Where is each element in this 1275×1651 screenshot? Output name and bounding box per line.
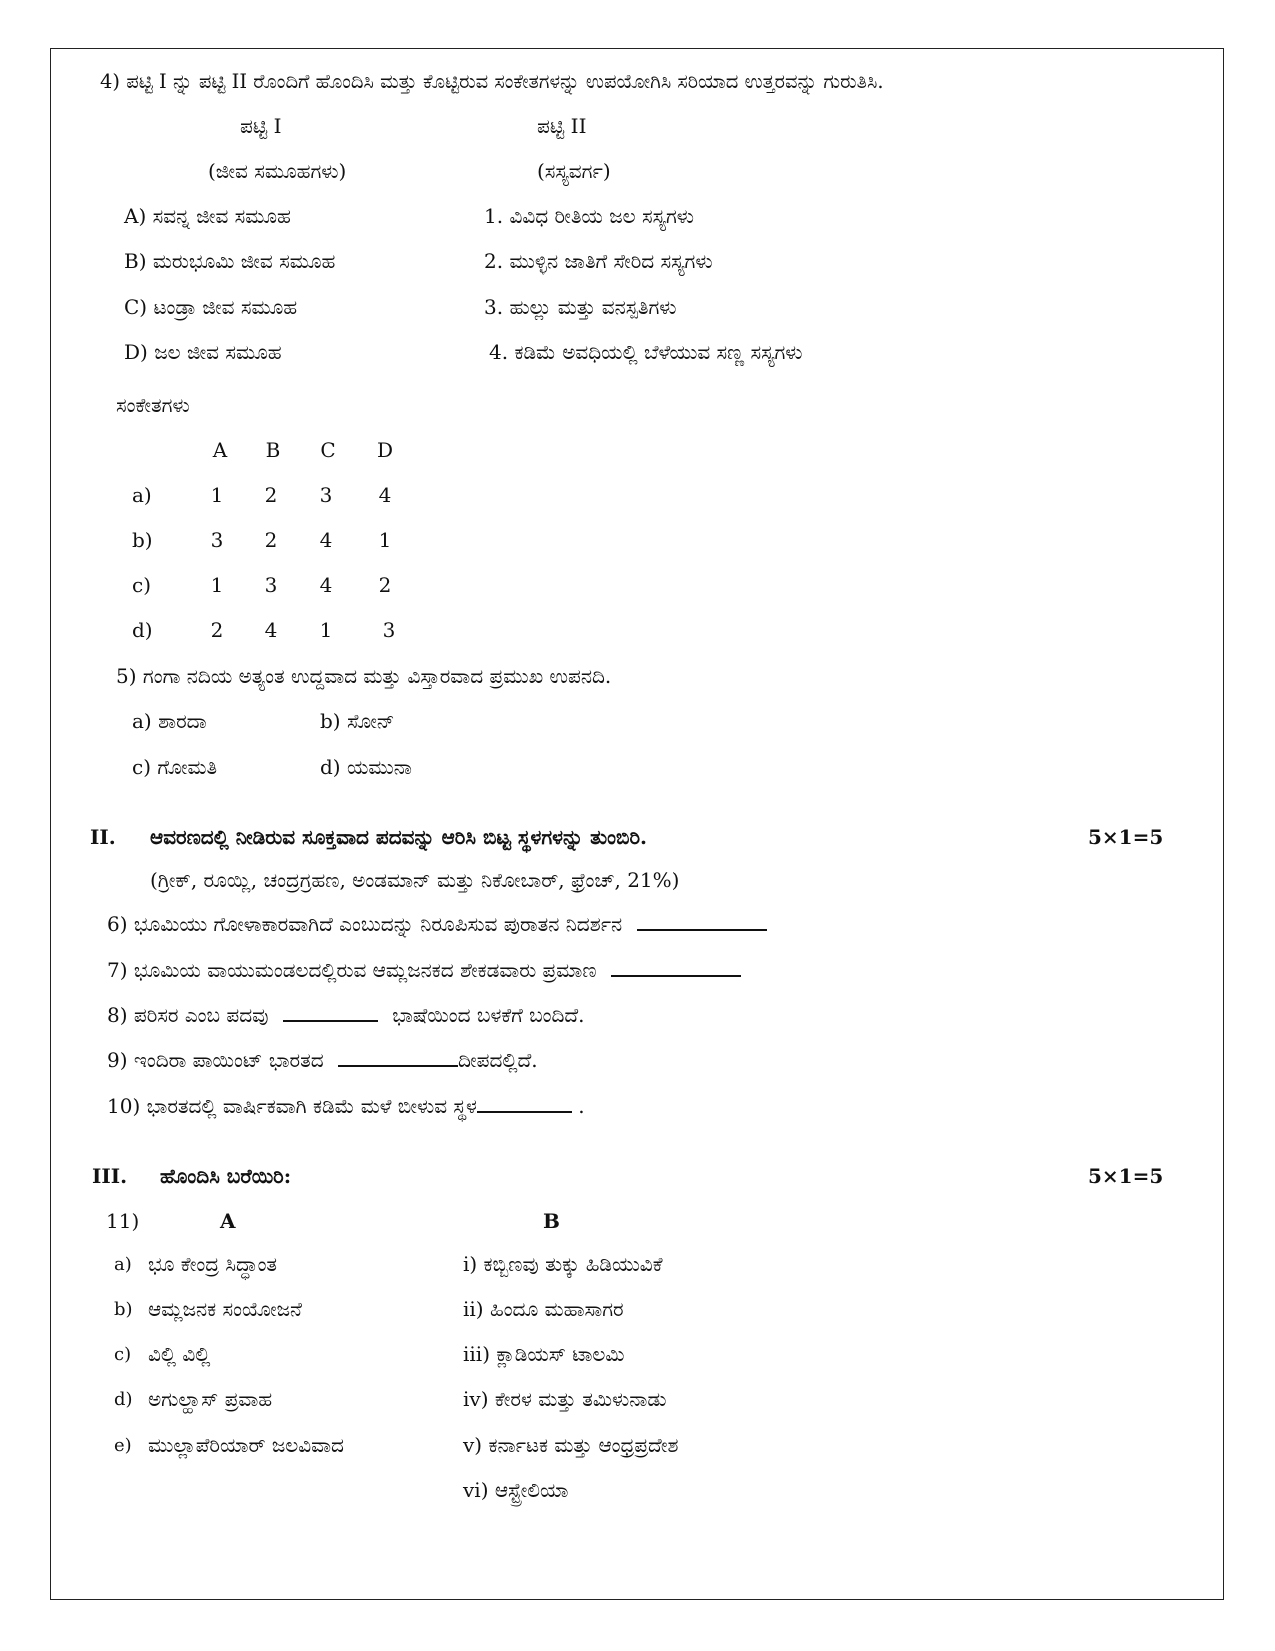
section3-title: ಹೊಂದಿಸಿ ಬರೆಯಿರಿ: [160,1164,292,1188]
code-cell: 4 [319,573,333,597]
code-cell: 1 [210,573,224,597]
code-cell: 1 [378,528,392,552]
q8-text-end: ಭಾಷೆಯಿಂದ ಬಳಕೆಗೆ ಬಂದಿದೆ. [392,1003,585,1027]
code-cell: 2 [264,528,278,552]
code-cell: 3 [382,618,396,642]
match-a-label: c) [114,1344,132,1365]
match-a-label: e) [114,1435,132,1456]
code-cell: 1 [210,483,224,507]
list2-title: ಪಟ್ಟಿ II [537,114,587,138]
column-a-header: A [220,1209,236,1233]
q8 [107,1005,585,1025]
q5-option: b) ಸೋನ್ [320,709,395,733]
match-b-item: v) ಕರ್ನಾಟಕ ಮತ್ತು ಆಂಧ್ರಪ್ರದೇಶ [463,1433,679,1457]
q8-text-start: 8) ಪರಿಸರ ಎಂಬ ಪದವು [107,1003,269,1027]
list1-item: C) ಟಂಡ್ರಾ ಜೀವ ಸಮೂಹ [124,295,298,319]
code-row-label: d) [132,618,153,642]
list1-item: A) ಸವನ್ನ ಜೀವ ಸಮೂಹ [124,204,291,228]
q8-answer-blank[interactable] [283,1018,378,1022]
code-header: C [320,438,336,462]
match-a-item: ವಿಲ್ಲಿ ವಿಲ್ಲಿ [148,1342,211,1366]
q7-answer-blank[interactable] [611,973,741,977]
list2-item: 3. ಹುಲ್ಲು ಮತ್ತು ವನಸ್ಪತಿಗಳು [484,295,677,319]
q5-question: 5) ಗಂಗಾ ನದಿಯ ಅತ್ಯಂತ ಉದ್ದವಾದ ಮತ್ತು ವಿಸ್ತಾರವಾದ ಪ್ರಮುಖ ಉಪನದಿ. [116,664,612,688]
match-b-item: vi) ಆಸ್ಟ್ರೇಲಿಯಾ [463,1478,569,1502]
page-border [50,48,1224,1600]
column-b-header: B [543,1209,560,1233]
match-b-item: ii) ಹಿಂದೂ ಮಹಾಸಾಗರ [463,1297,624,1321]
code-cell: 1 [319,618,333,642]
list2-item: 4. ಕಡಿಮೆ ಅವಧಿಯಲ್ಲಿ ಬೆಳೆಯುವ ಸಣ್ಣ ಸಸ್ಯಗಳು [489,340,803,364]
section2-number: II. [90,825,116,849]
q10-text: 10) ಭಾರತದಲ್ಲಿ ವಾರ್ಷಿಕವಾಗಿ ಕಡಿಮೆ ಮಳೆ ಬೀಳುವ ಸ್ಥಳ [107,1094,477,1118]
q4-question: 4) ಪಟ್ಟಿ I ನ್ನು ಪಟ್ಟಿ II ರೊಂದಿಗೆ ಹೊಂದಿಸಿ ಮತ್ತು ಕೊಟ್ಟಿರುವ ಸಂಕೇತಗಳನ್ನು ಉಪಯೋಗಿಸಿ ಸರಿಯಾದ ಉತ್ತರವನ್ನು ಗುರುತಿಸಿ. [100,70,884,93]
code-header: A [212,438,228,462]
q9-text-end: ದೀಪದಲ್ಲಿದೆ. [458,1048,538,1072]
code-header: B [265,438,281,462]
match-b-item: i) ಕಬ್ಬಿಣವು ತುಕ್ಕು ಹಿಡಿಯುವಿಕೆ [463,1252,663,1276]
match-a-label: d) [114,1389,133,1410]
code-header: D [376,438,394,462]
code-cell: 2 [264,483,278,507]
q10 [107,1096,585,1116]
codes-label: ಸಂಕೇತಗಳು [116,393,190,417]
list1-item: D) ಜಲ ಜೀವ ಸಮೂಹ [124,340,282,364]
q10-answer-blank[interactable] [477,1109,572,1113]
q6-text: 6) ಭೂಮಿಯು ಗೋಳಾಕಾರವಾಗಿದೆ ಎಂಬುದನ್ನು ನಿರೂಪಿಸುವ ಪುರಾತನ ನಿದರ್ಶನ [107,912,623,936]
code-cell: 2 [378,573,392,597]
list1-subtitle: (ಜೀವ ಸಮೂಹಗಳು) [208,159,347,183]
q6 [107,914,767,934]
code-cell: 3 [264,573,278,597]
code-row-label: a) [132,483,152,507]
list2-item: 1. ವಿವಿಧ ರೀತಿಯ ಜಲ ಸಸ್ಯಗಳು [484,204,695,228]
q5-option: d) ಯಮುನಾ [320,755,412,779]
section2-title: ಆವರಣದಲ್ಲಿ ನೀಡಿರುವ ಸೂಕ್ತವಾದ ಪದವನ್ನು ಆರಿಸಿ ಬಿಟ್ಟ ಸ್ಥಳಗಳನ್ನು ತುಂಬಿರಿ. [150,825,647,849]
match-a-label: b) [114,1299,133,1320]
code-row-label: b) [132,528,153,552]
match-a-label: a) [114,1254,132,1275]
section2-marks: 5×1=5 [1088,825,1164,849]
q11-number: 11) [106,1209,140,1233]
list2-subtitle: (ಸಸ್ಯವರ್ಗ) [537,159,611,183]
match-b-item: iii) ಕ್ಲಾಡಿಯಸ್ ಟಾಲಮಿ [463,1342,625,1366]
code-row-label: c) [132,573,152,597]
code-cell: 2 [210,618,224,642]
section3-marks: 5×1=5 [1088,1164,1164,1188]
q7-text: 7) ಭೂಮಿಯ ವಾಯುಮಂಡಲದಲ್ಲಿರುವ ಆಮ್ಲಜನಕದ ಶೇಕಡವಾರು ಪ್ರಮಾಣ [107,958,597,982]
q6-answer-blank[interactable] [637,927,767,931]
q9-answer-blank[interactable] [338,1063,458,1067]
q7 [107,960,741,980]
match-a-item: ಭೂ ಕೇಂದ್ರ ಸಿದ್ಧಾಂತ [148,1252,278,1276]
section3-number: III. [92,1164,128,1188]
q5-option: c) ಗೋಮತಿ [132,755,218,779]
q9 [107,1050,538,1070]
list2-item: 2. ಮುಳ್ಳಿನ ಜಾತಿಗೆ ಸೇರಿದ ಸಸ್ಯಗಳು [484,249,713,273]
match-a-item: ಮುಲ್ಲಾಪೆರಿಯಾರ್ ಜಲವಿವಾದ [148,1433,344,1457]
q9-text-start: 9) ಇಂದಿರಾ ಪಾಯಿಂಟ್ ಭಾರತದ [107,1048,324,1072]
list1-title: ಪಟ್ಟಿ I [240,114,282,138]
code-cell: 4 [264,618,278,642]
list1-item: B) ಮರುಭೂಮಿ ಜೀವ ಸಮೂಹ [124,249,336,273]
word-bank: (ಗ್ರೀಕ್, ರೂಯ್ಲಿ, ಚಂದ್ರಗ್ರಹಣ, ಅಂಡಮಾನ್ ಮತ್ತು ನಿಕೋಬಾರ್, ಫ್ರೆಂಚ್, 21%) [150,868,680,892]
q5-option: a) ಶಾರದಾ [132,709,207,733]
code-cell: 4 [378,483,392,507]
code-cell: 3 [319,483,333,507]
match-a-item: ಆಮ್ಲಜನಕ ಸಂಯೋಜನೆ [148,1297,302,1321]
code-cell: 3 [210,528,224,552]
match-a-item: ಅಗುಲ್ಹಾಸ್ ಪ್ರವಾಹ [148,1387,273,1411]
match-b-item: iv) ಕೇರಳ ಮತ್ತು ತಮಿಳುನಾಡು [463,1387,667,1411]
q10-period: . [578,1094,585,1118]
code-cell: 4 [319,528,333,552]
